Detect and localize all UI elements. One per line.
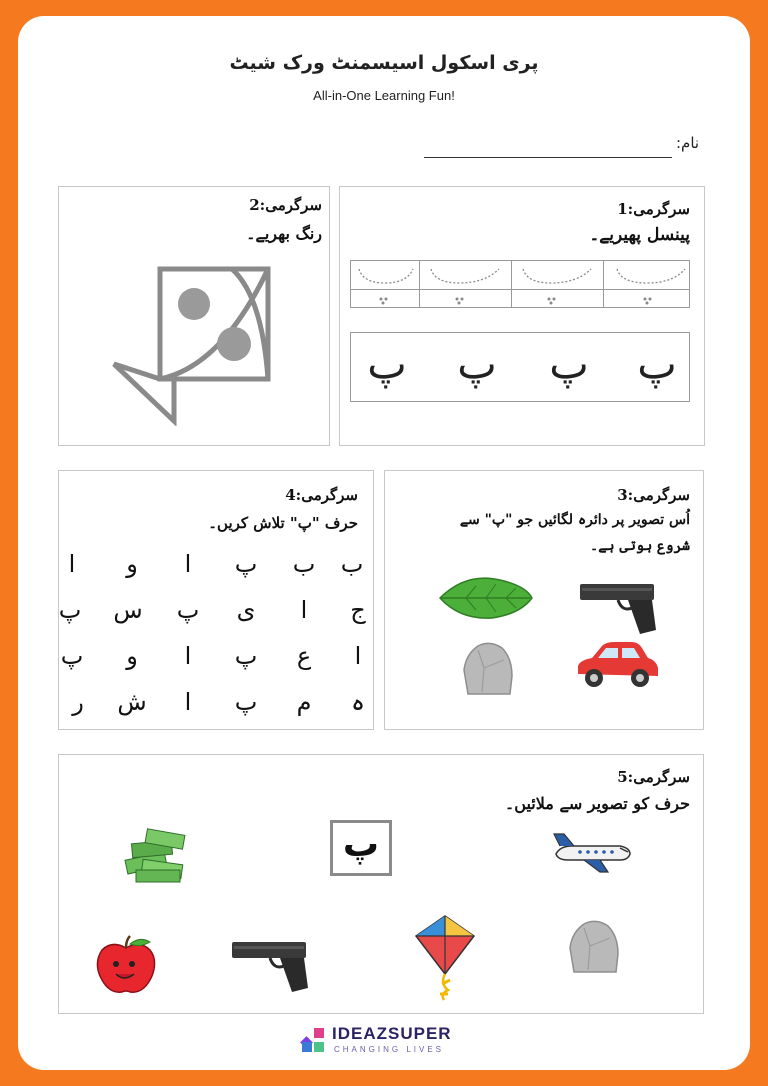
activity5-label: سرگرمی:5 <box>617 768 690 786</box>
grid-letter[interactable]: س <box>113 596 143 624</box>
grid-letter[interactable]: ہ <box>350 688 366 716</box>
name-label: نام: <box>676 134 700 152</box>
activity3-instruction-line2: شروع ہوتی ہے۔ <box>590 538 690 554</box>
activity1-instruction: پینسل پھیریے۔ <box>589 225 690 245</box>
rock-icon[interactable] <box>566 918 622 976</box>
activity2-label: سرگرمی:2 <box>249 196 322 214</box>
pe-letter: پ <box>457 339 497 388</box>
grid-letter[interactable]: ا <box>184 688 192 716</box>
tracing-row <box>350 260 690 308</box>
money-icon[interactable] <box>122 826 190 886</box>
grid-letter[interactable]: ب <box>340 550 364 578</box>
grid-letter[interactable]: و <box>126 550 138 578</box>
pe-letter-row <box>350 332 690 402</box>
worksheet-title: پری اسکول اسیسمنٹ ورک شیٹ <box>229 52 539 74</box>
grid-letter[interactable]: ش <box>117 688 147 716</box>
grid-letter[interactable]: ا <box>354 642 362 670</box>
grid-letter[interactable]: پ <box>234 642 258 670</box>
pe-letter: پ <box>367 339 407 388</box>
grid-letter[interactable]: ا <box>68 550 76 578</box>
grid-letter[interactable]: ا <box>184 642 192 670</box>
activity4-instruction: حرف "پ" تلاش کریں۔ <box>208 514 358 532</box>
pe-letter: پ <box>637 339 677 388</box>
grid-letter[interactable]: ر <box>72 688 84 716</box>
grid-letter[interactable]: ی <box>236 596 256 624</box>
activity1-label: سرگرمی:1 <box>617 200 690 218</box>
pistol-icon[interactable] <box>578 578 658 636</box>
car-icon[interactable] <box>574 640 660 692</box>
grid-letter[interactable]: م <box>296 688 312 716</box>
activity3-label: سرگرمی:3 <box>617 486 690 504</box>
grid-letter[interactable]: ب <box>292 550 316 578</box>
activity2-instruction: رنگ بھریے۔ <box>246 224 322 243</box>
pistol-icon[interactable] <box>230 936 310 994</box>
ideazsuper-logo-icon <box>300 1026 328 1054</box>
grid-letter[interactable]: ا <box>184 550 192 578</box>
brand-name: IDEAZSUPER <box>332 1024 452 1043</box>
grid-letter[interactable]: ج <box>350 596 366 624</box>
activity4-label: سرگرمی:4 <box>285 486 358 504</box>
dotted-pe-tracing-icon <box>351 261 691 309</box>
activity5-instruction: حرف کو تصویر سے ملائیں۔ <box>504 794 690 813</box>
grid-letter[interactable]: و <box>126 642 138 670</box>
grid-letter[interactable]: پ <box>234 688 258 716</box>
worksheet-subtitle: All-in-One Learning Fun! <box>313 88 455 103</box>
rock-icon[interactable] <box>460 640 516 698</box>
brand-tagline: CHANGING LIVES <box>334 1045 445 1054</box>
pe-letter-box: پ <box>330 820 392 876</box>
leaf-icon[interactable] <box>436 574 534 622</box>
apple-icon[interactable] <box>94 934 158 996</box>
grid-letter[interactable]: پ <box>58 596 82 624</box>
grid-letter[interactable]: ا <box>300 596 308 624</box>
grid-letter[interactable]: پ <box>176 596 200 624</box>
grid-letter[interactable]: پ <box>60 642 84 670</box>
pe-letter: پ <box>549 339 589 388</box>
grid-letter[interactable]: پ <box>234 550 258 578</box>
grid-letter[interactable]: ع <box>296 642 312 670</box>
airplane-icon[interactable] <box>550 830 634 874</box>
activity3-instruction-line1: اُس تصویر پر دائرہ لگائیں جو "پ" سے <box>459 512 690 528</box>
fish-outline-icon <box>112 266 274 426</box>
activity4-box <box>58 470 374 730</box>
kite-icon[interactable] <box>414 914 476 1002</box>
name-line <box>424 157 672 158</box>
